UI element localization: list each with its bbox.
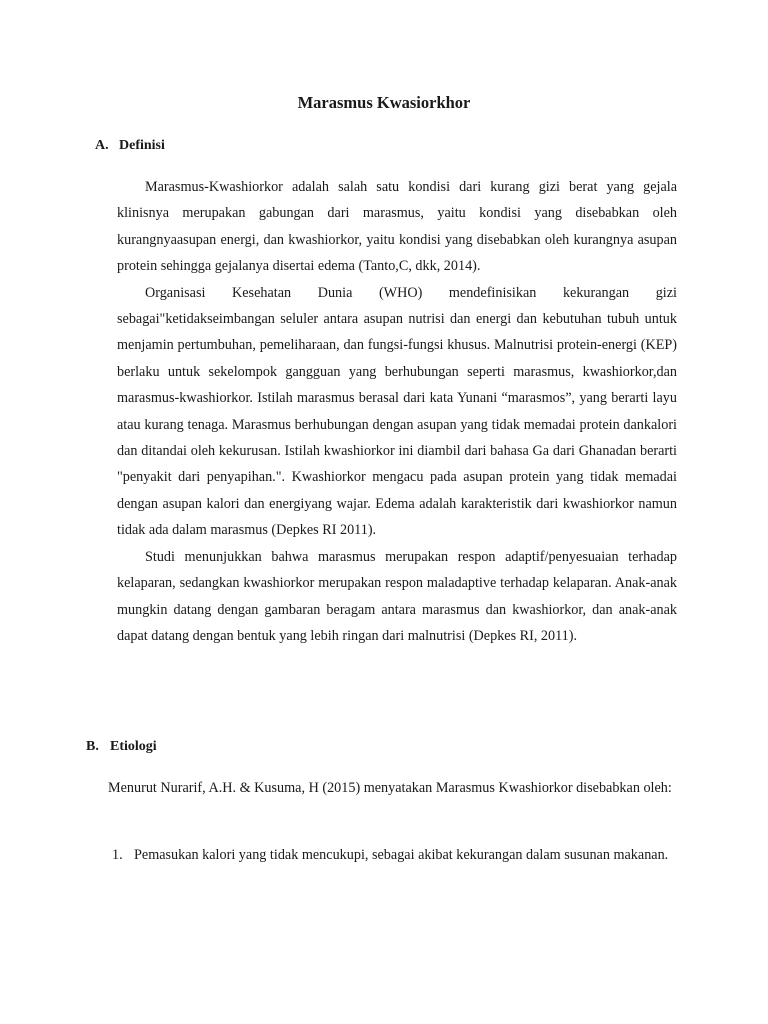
- section-body-etiologi: [88, 774, 678, 802]
- list-item-number: 1.: [112, 847, 123, 863]
- section-title: Etiologi: [110, 739, 157, 754]
- paragraph: Menurut Nurarif, A.H. & Kusuma, H (2015) menyatakan Marasmus Kwashiorkor disebabkan oleh:: [108, 780, 672, 796]
- section-heading-etiologi: [86, 739, 157, 755]
- paragraph: Marasmus-Kwashiorkor adalah salah satu kondisi dari kurang gizi berat yang gejala klinisnya merupakan gabungan dari marasmus, yaitu kondisi yang disebabkan oleh kurangnyaasupan energi, dan kwashiorkor, yaitu kondisi yang disebabkan oleh kurangnya asupan protein sehingga gejalanya disertai edema (Tanto,C, dkk, 2014).: [117, 179, 677, 275]
- section-body-definisi: [117, 174, 677, 649]
- list-item: [112, 841, 678, 869]
- list-item-text: Pemasukan kalori yang tidak mencukupi, sebagai akibat kekurangan dalam susunan makanan.: [134, 847, 669, 863]
- paragraph: Studi menunjukkan bahwa marasmus merupakan respon adaptif/penyesuaian terhadap kelaparan, sedangkan kwashiorkor merupakan respon maladaptive terhadap kelaparan. Anak-anak mungkin datang dengan gambaran beragam antara marasmus dan kwashiorkor, dan anak-anak dapat datang dengan bentuk yang lebih ringan dari malnutrisi (Depkes RI, 2011).: [117, 548, 677, 644]
- paragraph: Organisasi Kesehatan Dunia (WHO) mendefinisikan kekurangan gizi sebagai"ketidakseimbangan seluler antara asupan nutrisi dan energi dan kebutuhan tubuh untuk menjamin pertumbuhan, pemeliharaan, dan fungsi-fungsi khusus. Malnutrisi protein-energi (KEP) berlaku untuk sekelompok gangguan yang berhubungan seperti marasmus, kwashiorkor,dan marasmus-kwashiorkor. Istilah marasmus berasal dari kata Yunani “marasmos”, yang berarti layu atau kurang tenaga. Marasmus berhubungan dengan asupan yang tidak memadai protein dankalori dan ditandai oleh kekurusan. Istilah kwashiorkor ini diambil dari bahasa Ga dari Ghanadan berarti "penyakit dari penyapihan.". Kwashiorkor mengacu pada asupan protein yang tidak memadai dengan asupan kalori dan energiyang wajar. Edema adalah karakteristik dari kwashiorkor namun tidak ada dalam marasmus (Depkes RI 2011).: [117, 284, 677, 539]
- etiology-list: [112, 841, 678, 869]
- document-title: Marasmus Kwasiorkhor: [297, 93, 471, 112]
- section-number: B.: [86, 739, 99, 754]
- section-heading-definisi: [95, 138, 165, 154]
- section-title: Definisi: [119, 138, 165, 153]
- section-number: A.: [95, 138, 109, 153]
